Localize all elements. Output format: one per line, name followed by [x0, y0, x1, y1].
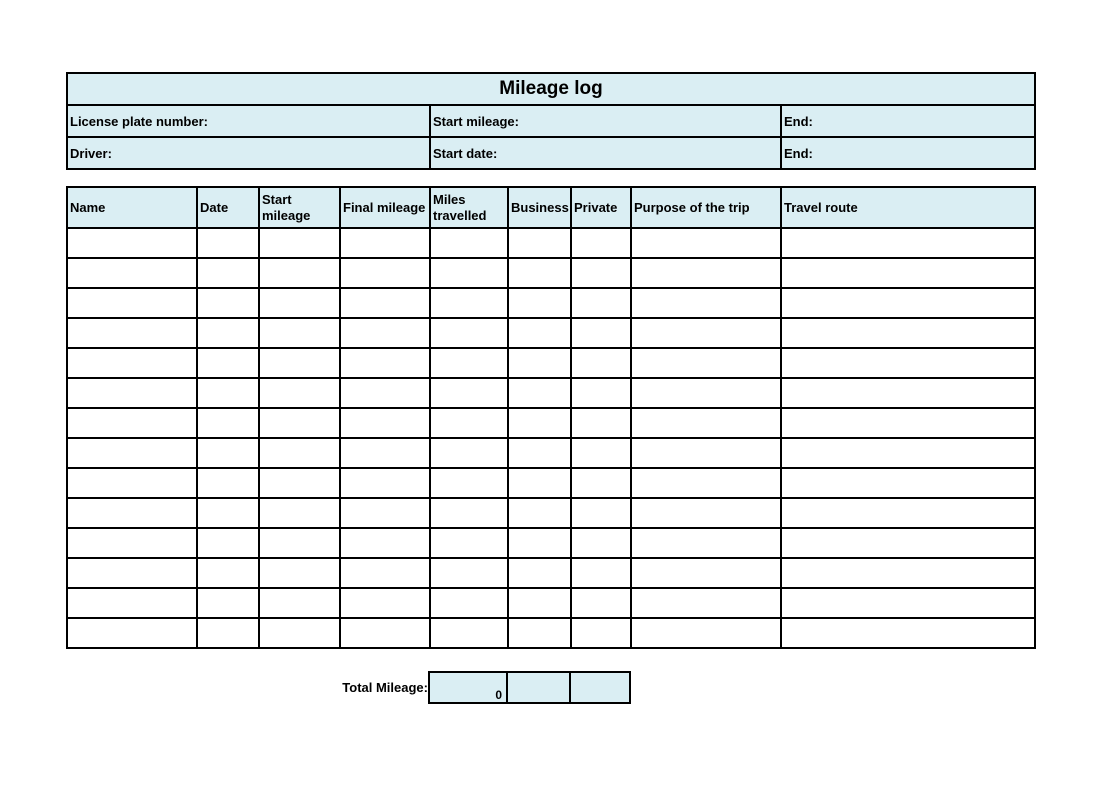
cell-travel-route[interactable] — [781, 378, 1035, 408]
cell-name[interactable] — [67, 528, 197, 558]
cell-name[interactable] — [67, 378, 197, 408]
cell-name[interactable] — [67, 408, 197, 438]
total-business — [507, 672, 570, 703]
cell-start-mileage[interactable] — [259, 558, 340, 588]
cell-start-mileage[interactable] — [259, 468, 340, 498]
cell-travel-route[interactable] — [781, 588, 1035, 618]
mileage-log-header — [66, 72, 1036, 170]
cell-business[interactable] — [508, 588, 571, 618]
cell-travel-route[interactable] — [781, 408, 1035, 438]
cell-business[interactable] — [508, 348, 571, 378]
cell-name[interactable] — [67, 468, 197, 498]
cell-purpose[interactable] — [631, 408, 781, 438]
cell-miles-travelled[interactable] — [430, 258, 508, 288]
column-header-start-mileage: Start mileage — [259, 187, 340, 228]
cell-name[interactable] — [67, 288, 197, 318]
cell-date[interactable] — [197, 528, 259, 558]
cell-business[interactable] — [508, 438, 571, 468]
cell-private[interactable] — [571, 588, 631, 618]
total-mileage-label: Total Mileage: — [342, 680, 428, 695]
cell-name[interactable] — [67, 228, 197, 258]
mileage-log-table — [66, 186, 1036, 649]
column-header-date: Date — [197, 187, 259, 228]
cell-miles-travelled[interactable] — [430, 528, 508, 558]
cell-start-mileage[interactable] — [259, 528, 340, 558]
cell-purpose[interactable] — [631, 468, 781, 498]
cell-purpose[interactable] — [631, 378, 781, 408]
cell-miles-travelled[interactable] — [430, 348, 508, 378]
cell-date[interactable] — [197, 618, 259, 648]
cell-private[interactable] — [571, 348, 631, 378]
cell-private[interactable] — [571, 468, 631, 498]
cell-business[interactable] — [508, 498, 571, 528]
table-row — [67, 588, 1035, 618]
cell-travel-route[interactable] — [781, 288, 1035, 318]
cell-name[interactable] — [67, 438, 197, 468]
cell-date[interactable] — [197, 288, 259, 318]
cell-purpose[interactable] — [631, 498, 781, 528]
cell-start-mileage[interactable] — [259, 228, 340, 258]
cell-travel-route[interactable] — [781, 498, 1035, 528]
cell-private[interactable] — [571, 618, 631, 648]
cell-travel-route[interactable] — [781, 228, 1035, 258]
cell-final-mileage[interactable] — [340, 618, 430, 648]
cell-name[interactable] — [67, 618, 197, 648]
cell-date[interactable] — [197, 588, 259, 618]
cell-final-mileage[interactable] — [340, 378, 430, 408]
cell-travel-route[interactable] — [781, 258, 1035, 288]
cell-business[interactable] — [508, 288, 571, 318]
cell-purpose[interactable] — [631, 318, 781, 348]
cell-miles-travelled[interactable] — [430, 318, 508, 348]
cell-travel-route[interactable] — [781, 528, 1035, 558]
table-row — [67, 228, 1035, 258]
cell-final-mileage[interactable] — [340, 348, 430, 378]
cell-final-mileage[interactable] — [340, 588, 430, 618]
cell-private[interactable] — [571, 258, 631, 288]
cell-final-mileage[interactable] — [340, 558, 430, 588]
cell-start-mileage[interactable] — [259, 348, 340, 378]
cell-miles-travelled[interactable] — [430, 438, 508, 468]
cell-travel-route[interactable] — [781, 438, 1035, 468]
cell-travel-route[interactable] — [781, 318, 1035, 348]
driver-field[interactable]: Driver: — [67, 137, 430, 169]
cell-business[interactable] — [508, 258, 571, 288]
table-row — [67, 318, 1035, 348]
cell-name[interactable] — [67, 348, 197, 378]
cell-final-mileage[interactable] — [340, 288, 430, 318]
column-header-name: Name — [67, 187, 197, 228]
table-row — [67, 378, 1035, 408]
cell-travel-route[interactable] — [781, 468, 1035, 498]
cell-final-mileage[interactable] — [340, 468, 430, 498]
cell-final-mileage[interactable] — [340, 408, 430, 438]
cell-date[interactable] — [197, 348, 259, 378]
cell-private[interactable] — [571, 498, 631, 528]
cell-start-mileage[interactable] — [259, 288, 340, 318]
totals-row — [428, 671, 631, 704]
cell-date[interactable] — [197, 408, 259, 438]
cell-start-mileage[interactable] — [259, 438, 340, 468]
cell-business[interactable] — [508, 318, 571, 348]
table-row — [67, 348, 1035, 378]
cell-date[interactable] — [197, 438, 259, 468]
cell-date[interactable] — [197, 378, 259, 408]
cell-final-mileage[interactable] — [340, 438, 430, 468]
table-row — [67, 408, 1035, 438]
start-mileage-field[interactable]: Start mileage: — [430, 105, 781, 137]
cell-miles-travelled[interactable] — [430, 228, 508, 258]
end-date-field[interactable]: End: — [781, 137, 1035, 169]
cell-private[interactable] — [571, 438, 631, 468]
cell-purpose[interactable] — [631, 588, 781, 618]
cell-start-mileage[interactable] — [259, 258, 340, 288]
cell-travel-route[interactable] — [781, 348, 1035, 378]
cell-start-mileage[interactable] — [259, 588, 340, 618]
column-header-travel-route: Travel route — [781, 187, 1035, 228]
table-row — [67, 438, 1035, 468]
cell-final-mileage[interactable] — [340, 528, 430, 558]
cell-business[interactable] — [508, 378, 571, 408]
end-mileage-field[interactable]: End: — [781, 105, 1035, 137]
cell-miles-travelled[interactable] — [430, 618, 508, 648]
cell-final-mileage[interactable] — [340, 498, 430, 528]
cell-business[interactable] — [508, 408, 571, 438]
cell-start-mileage[interactable] — [259, 378, 340, 408]
cell-date[interactable] — [197, 498, 259, 528]
cell-private[interactable] — [571, 558, 631, 588]
cell-purpose[interactable] — [631, 258, 781, 288]
cell-miles-travelled[interactable] — [430, 468, 508, 498]
cell-name[interactable] — [67, 498, 197, 528]
license-plate-field[interactable]: License plate number: — [67, 105, 430, 137]
cell-purpose[interactable] — [631, 288, 781, 318]
cell-name[interactable] — [67, 588, 197, 618]
cell-miles-travelled[interactable] — [430, 408, 508, 438]
cell-start-mileage[interactable] — [259, 618, 340, 648]
cell-private[interactable] — [571, 288, 631, 318]
cell-private[interactable] — [571, 228, 631, 258]
cell-purpose[interactable] — [631, 348, 781, 378]
cell-business[interactable] — [508, 558, 571, 588]
column-header-final-mileage: Final mileage — [340, 187, 430, 228]
cell-name[interactable] — [67, 258, 197, 288]
cell-start-mileage[interactable] — [259, 318, 340, 348]
total-private — [570, 672, 630, 703]
table-header-row — [67, 187, 1035, 228]
page-title: Mileage log — [67, 73, 1035, 105]
cell-date[interactable] — [197, 468, 259, 498]
cell-private[interactable] — [571, 318, 631, 348]
cell-private[interactable] — [571, 528, 631, 558]
table-row — [67, 498, 1035, 528]
cell-date[interactable] — [197, 558, 259, 588]
column-header-miles-travelled: Miles travelled — [430, 187, 508, 228]
column-header-purpose: Purpose of the trip — [631, 187, 781, 228]
cell-name[interactable] — [67, 558, 197, 588]
cell-miles-travelled[interactable] — [430, 378, 508, 408]
cell-business[interactable] — [508, 618, 571, 648]
cell-date[interactable] — [197, 318, 259, 348]
cell-final-mileage[interactable] — [340, 258, 430, 288]
cell-purpose[interactable] — [631, 558, 781, 588]
cell-business[interactable] — [508, 528, 571, 558]
cell-purpose[interactable] — [631, 618, 781, 648]
cell-private[interactable] — [571, 378, 631, 408]
cell-start-mileage[interactable] — [259, 498, 340, 528]
cell-name[interactable] — [67, 318, 197, 348]
cell-travel-route[interactable] — [781, 558, 1035, 588]
start-date-field[interactable]: Start date: — [430, 137, 781, 169]
cell-date[interactable] — [197, 258, 259, 288]
cell-business[interactable] — [508, 228, 571, 258]
total-miles-travelled: 0 — [429, 672, 507, 703]
cell-purpose[interactable] — [631, 228, 781, 258]
cell-date[interactable] — [197, 228, 259, 258]
cell-final-mileage[interactable] — [340, 228, 430, 258]
cell-business[interactable] — [508, 468, 571, 498]
table-row — [67, 288, 1035, 318]
column-header-private: Private — [571, 187, 631, 228]
cell-miles-travelled[interactable] — [430, 498, 508, 528]
cell-miles-travelled[interactable] — [430, 288, 508, 318]
table-row — [67, 468, 1035, 498]
column-header-business: Business — [508, 187, 571, 228]
table-row — [67, 558, 1035, 588]
cell-start-mileage[interactable] — [259, 408, 340, 438]
table-row — [67, 528, 1035, 558]
cell-purpose[interactable] — [631, 528, 781, 558]
table-row — [67, 618, 1035, 648]
cell-miles-travelled[interactable] — [430, 588, 508, 618]
cell-miles-travelled[interactable] — [430, 558, 508, 588]
cell-travel-route[interactable] — [781, 618, 1035, 648]
table-row — [67, 258, 1035, 288]
cell-final-mileage[interactable] — [340, 318, 430, 348]
cell-private[interactable] — [571, 408, 631, 438]
cell-purpose[interactable] — [631, 438, 781, 468]
